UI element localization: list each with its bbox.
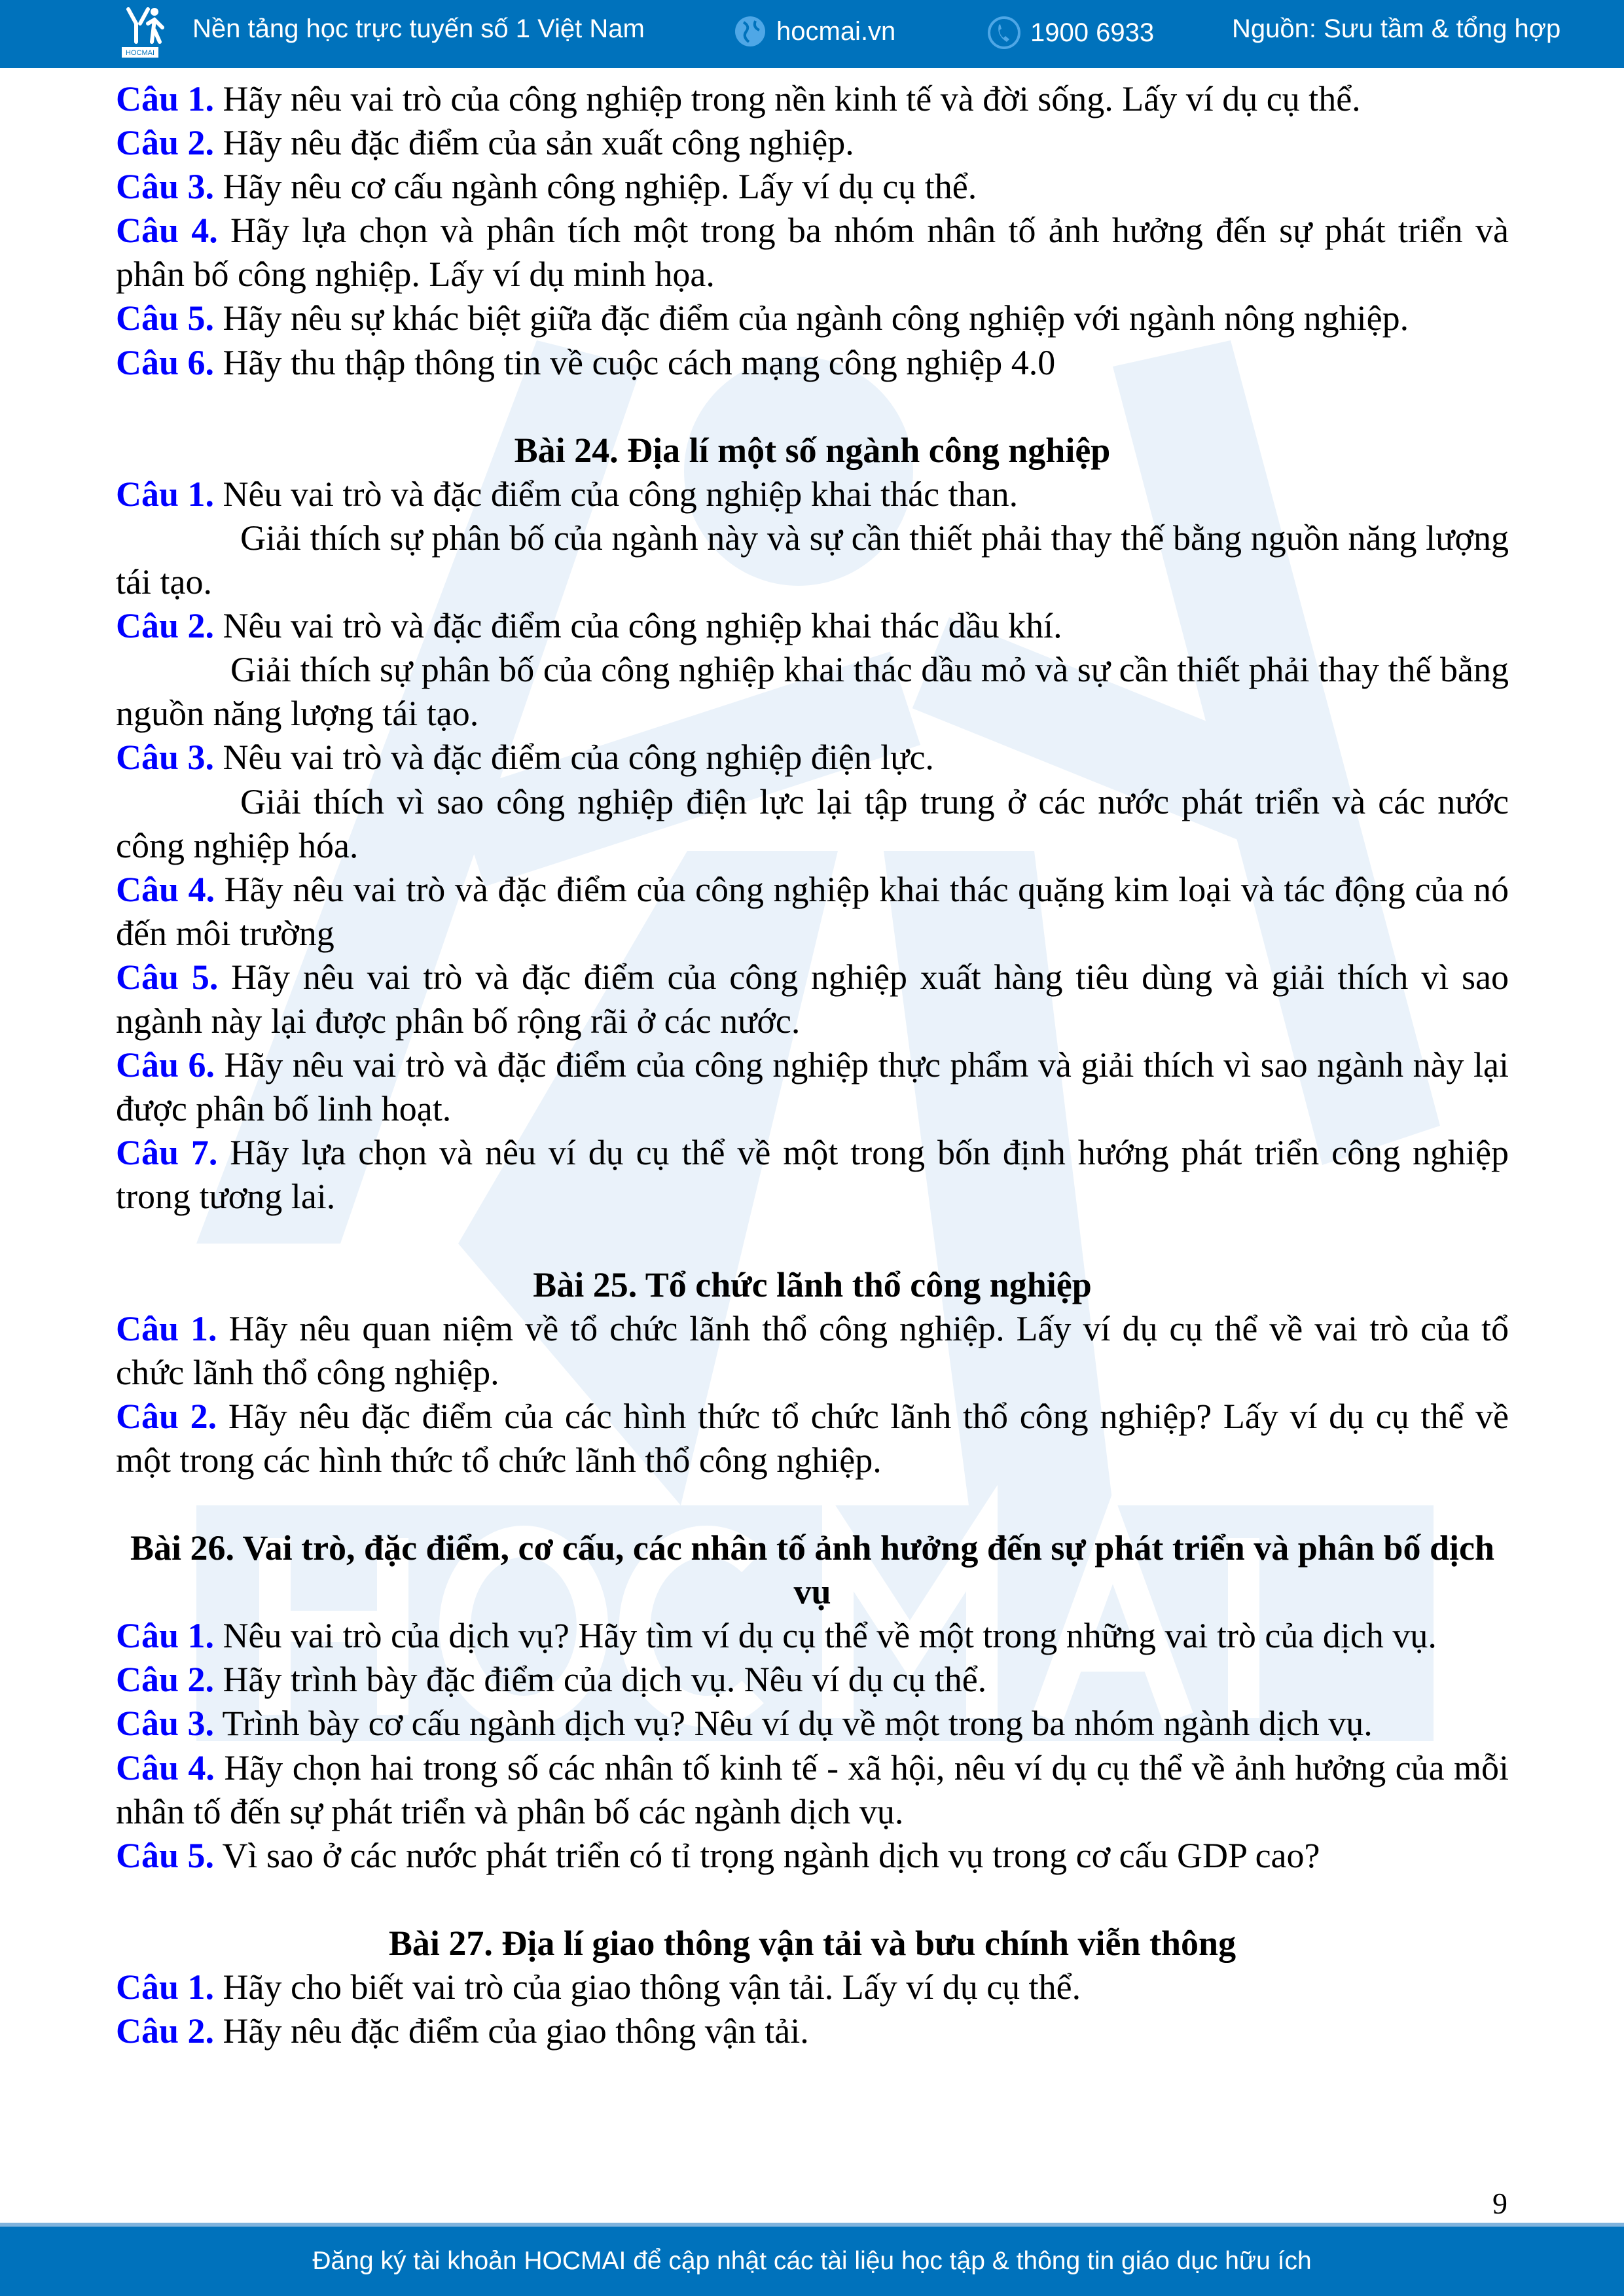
- question-item: [116, 868, 1509, 956]
- question-item: [116, 1965, 1509, 2009]
- question-label: Câu 1.: [116, 1308, 217, 1348]
- section-heading: Bài 25. Tổ chức lãnh thổ công nghiệp: [533, 1265, 1092, 1304]
- question-text: Hãy nêu cơ cấu ngành công nghiệp. Lấy ví dụ cụ thể.: [214, 167, 977, 207]
- section-spacer: [116, 385, 1509, 429]
- question-continuation: Giải thích sự phân bố của ngành này và sự cần thiết phải thay thế bằng nguồn năng lượng tái tạo.: [116, 518, 1509, 602]
- section-heading: Bài 27. Địa lí giao thông vận tải và bưu chính viễn thông: [388, 1923, 1236, 1963]
- question-label: Câu 3.: [116, 738, 215, 778]
- question-text: Nêu vai trò của dịch vụ? Hãy tìm ví dụ cụ thể về một trong những vai trò của dịch vụ.: [214, 1616, 1437, 1656]
- question-label: Câu 2.: [116, 606, 215, 646]
- phone-icon: [987, 14, 1021, 51]
- question-label: Câu 4.: [116, 869, 215, 909]
- question-label: Câu 1.: [116, 1967, 215, 2007]
- question-item: [116, 1702, 1509, 1746]
- question-text: Trình bày cơ cấu ngành dịch vụ? Nêu ví dụ về một trong ba nhóm ngành dịch vụ.: [214, 1704, 1373, 1744]
- question-item: [116, 736, 1509, 780]
- question-item: [116, 1131, 1509, 1219]
- footer-text: Đăng ký tài khoản HOCMAI để cập nhật các tài liệu học tập & thông tin giáo dục hữu ích: [312, 2247, 1312, 2275]
- section-heading: Bài 26. Vai trò, đặc điểm, cơ cấu, các nhân tố ảnh hưởng đến sự phát triển và phân bố dịch vụ: [130, 1528, 1494, 1612]
- question-item: [116, 956, 1509, 1043]
- question-item: [116, 473, 1509, 516]
- document-body: [116, 77, 1509, 2053]
- source-note: Nguồn: Sưu tầm & tổng hợp: [1232, 14, 1561, 43]
- question-text: Hãy nêu vai trò và đặc điểm của công nghiệp thực phẩm và giải thích vì sao ngành này lại được phân bố linh hoạt.: [116, 1045, 1509, 1129]
- question-text: Hãy lựa chọn và nêu ví dụ cụ thể về một trong bốn định hướng phát triển công nghiệp trong tương lai.: [116, 1133, 1509, 1217]
- question-label: Câu 5.: [116, 957, 219, 997]
- section-spacer: [116, 1878, 1509, 1922]
- question-continuation: Giải thích sự phân bố của công nghiệp khai thác dầu mỏ và sự cần thiết phải thay thế bằng nguồn năng lượng tái tạo.: [116, 650, 1509, 734]
- question-label: Câu 2.: [116, 1396, 217, 1436]
- svg-text:HOCMAI: HOCMAI: [126, 49, 154, 57]
- question-text: Hãy nêu đặc điểm của giao thông vận tải.: [214, 2011, 809, 2051]
- section-spacer: [116, 1219, 1509, 1263]
- question-item: [116, 1834, 1509, 1878]
- question-label: Câu 4.: [116, 1748, 215, 1787]
- section-heading: Bài 24. Địa lí một số ngành công nghiệp: [514, 430, 1111, 470]
- question-label: Câu 5.: [116, 298, 215, 338]
- question-item: [116, 1395, 1509, 1482]
- question-item: [116, 1658, 1509, 1702]
- question-label: Câu 4.: [116, 211, 218, 251]
- question-item: [116, 2009, 1509, 2053]
- question-text: Hãy lựa chọn và phân tích một trong ba nhóm nhân tố ảnh hưởng đến sự phát triển và phân bố công nghiệp. Lấy ví dụ minh họa.: [116, 211, 1509, 295]
- question-label: Câu 6.: [116, 1045, 215, 1085]
- hocmai-logo-icon: [122, 4, 178, 59]
- question-item: [116, 121, 1509, 165]
- page-footer: [0, 2227, 1624, 2296]
- question-text: Nêu vai trò và đặc điểm của công nghiệp khai thác than.: [214, 474, 1019, 514]
- question-label: Câu 1.: [116, 1616, 215, 1656]
- question-text: Hãy nêu vai trò và đặc điểm của công nghiệp khai thác quặng kim loại và tác động của nó đến môi trường: [116, 869, 1509, 953]
- page-number: 9: [1492, 2187, 1507, 2220]
- question-text: Hãy nêu đặc điểm của các hình thức tổ chức lãnh thổ công nghiệp? Lấy ví dụ cụ thể về một trong các hình thức tổ chức lãnh thổ công nghiệp.: [116, 1396, 1509, 1480]
- question-item: [116, 341, 1509, 385]
- page-header: [0, 0, 1624, 68]
- question-label: Câu 5.: [116, 1835, 215, 1875]
- tagline: Nền tảng học trực tuyến số 1 Việt Nam: [192, 14, 645, 43]
- question-text: Nêu vai trò và đặc điểm của công nghiệp điện lực.: [214, 738, 934, 778]
- question-item: [116, 1043, 1509, 1131]
- question-label: Câu 7.: [116, 1133, 218, 1173]
- question-text: Hãy chọn hai trong số các nhân tố kinh tế - xã hội, nêu ví dụ cụ thể về ảnh hưởng của mỗi nhân tố đến sự phát triển và phân bố các ngành dịch vụ.: [116, 1748, 1509, 1831]
- question-item: [116, 1614, 1509, 1658]
- question-text: Hãy nêu vai trò và đặc điểm của công nghiệp xuất hàng tiêu dùng và giải thích vì sao ngành này lại được phân bố rộng rãi ở các nước.: [116, 957, 1509, 1041]
- question-text: Hãy thu thập thông tin về cuộc cách mạng công nghiệp 4.0: [214, 342, 1056, 382]
- question-label: Câu 3.: [116, 167, 215, 207]
- question-text: Hãy trình bày đặc điểm của dịch vụ. Nêu ví dụ cụ thể.: [214, 1660, 987, 1700]
- question-text: Hãy cho biết vai trò của giao thông vận tải. Lấy ví dụ cụ thể.: [214, 1967, 1081, 2007]
- section-spacer: [116, 1482, 1509, 1526]
- question-label: Câu 6.: [116, 342, 215, 382]
- question-item: [116, 1307, 1509, 1395]
- question-text: Hãy nêu đặc điểm của sản xuất công nghiệp.: [214, 123, 854, 163]
- question-item: [116, 165, 1509, 209]
- phone-link[interactable]: 1900 6933: [987, 14, 1154, 51]
- question-label: Câu 1.: [116, 79, 215, 118]
- question-text: Hãy nêu vai trò của công nghiệp trong nền kinh tế và đời sống. Lấy ví dụ cụ thể.: [214, 79, 1361, 118]
- globe-icon: [733, 14, 767, 48]
- question-text: Hãy nêu quan niệm về tổ chức lãnh thổ công nghiệp. Lấy ví dụ cụ thể về vai trò của tổ chức lãnh thổ công nghiệp.: [116, 1308, 1509, 1392]
- website-link[interactable]: hocmai.vn: [733, 14, 895, 48]
- question-label: Câu 2.: [116, 1660, 215, 1700]
- question-item: [116, 296, 1509, 340]
- question-text: Hãy nêu sự khác biệt giữa đặc điểm của ngành công nghiệp với ngành nông nghiệp.: [214, 298, 1409, 338]
- question-text: Vì sao ở các nước phát triển có tỉ trọng ngành dịch vụ trong cơ cấu GDP cao?: [214, 1835, 1320, 1875]
- question-item: [116, 209, 1509, 296]
- question-label: Câu 2.: [116, 123, 215, 163]
- question-continuation: Giải thích vì sao công nghiệp điện lực lại tập trung ở các nước phát triển và các nước công nghiệp hóa.: [116, 781, 1509, 865]
- question-text: Nêu vai trò và đặc điểm của công nghiệp khai thác dầu khí.: [214, 606, 1062, 646]
- question-item: [116, 1746, 1509, 1834]
- question-item: [116, 77, 1509, 121]
- question-item: [116, 604, 1509, 648]
- question-label: Câu 3.: [116, 1704, 215, 1744]
- question-label: Câu 1.: [116, 474, 215, 514]
- question-label: Câu 2.: [116, 2011, 215, 2051]
